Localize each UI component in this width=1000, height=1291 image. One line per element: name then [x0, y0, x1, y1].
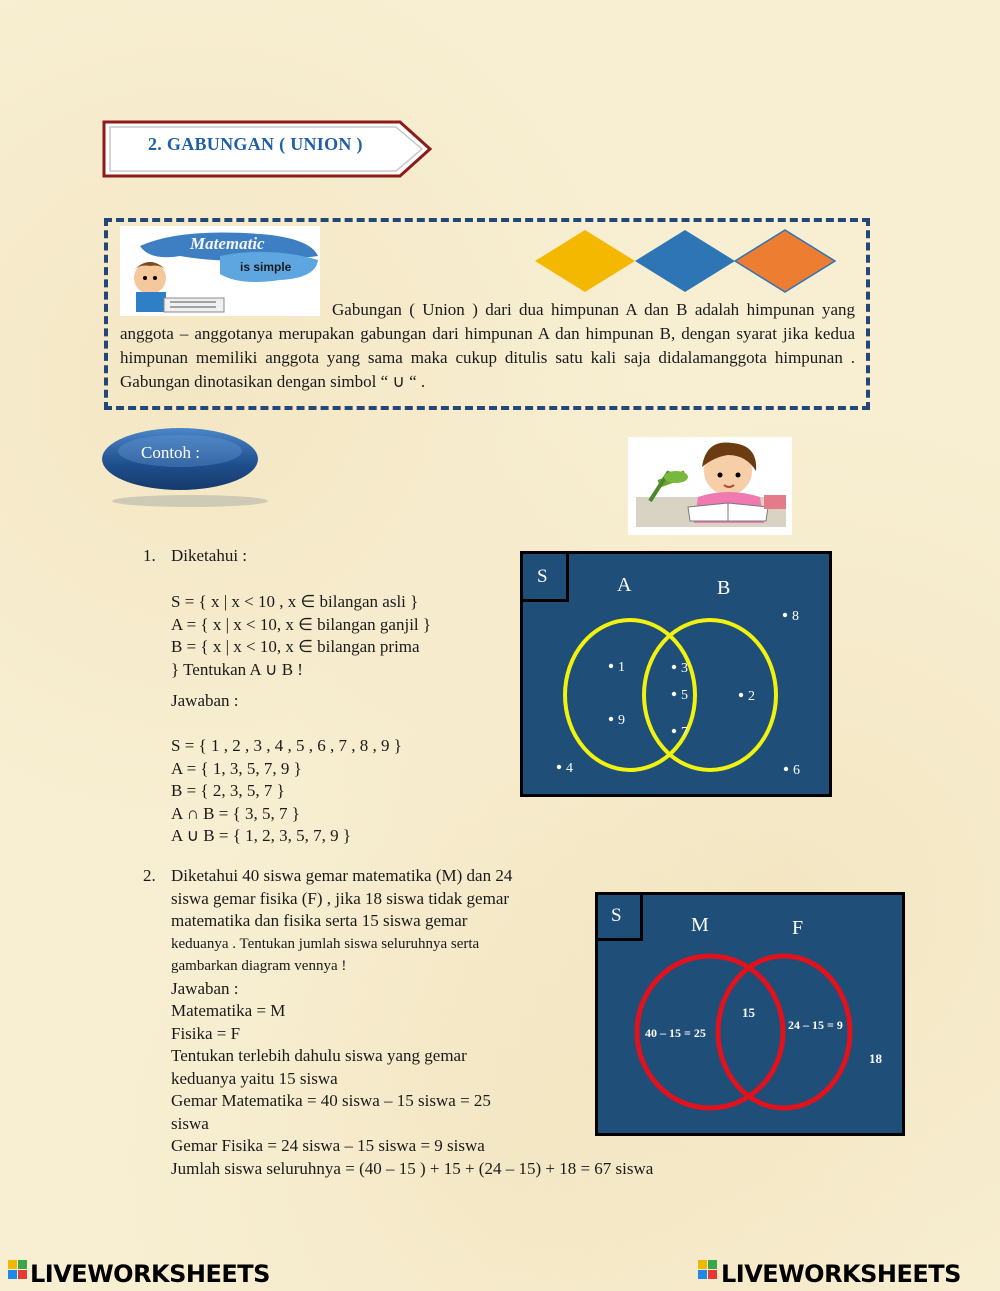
example-2-number: 2. — [143, 866, 156, 885]
example-2-line: keduanya yaitu 15 siswa — [171, 1068, 338, 1088]
liveworksheets-logo-right — [696, 1256, 994, 1288]
example-1-title: Diketahui : — [171, 546, 248, 565]
venn1-element: 3 — [681, 661, 688, 676]
diamond-blue — [635, 230, 735, 292]
given-line: S = { x | x < 10 , x ∈ bilangan asli } — [171, 592, 419, 611]
example-2-line: Gemar Fisika = 24 siswa – 15 siswa = 9 siswa — [171, 1136, 485, 1155]
answer-line: A ∪ B = { 1, 2, 3, 5, 7, 9 } — [171, 826, 352, 845]
venn-diagram-1 — [520, 551, 832, 797]
answer-line: S = { 1 , 2 , 3 , 4 , 5 , 6 , 7 , 8 , 9 } — [171, 736, 402, 755]
venn1-element: 8 — [792, 609, 799, 624]
liveworksheets-brand-text: LIVEWORKSHEETS — [30, 1260, 270, 1288]
example-2-line: Jawaban : — [171, 978, 239, 998]
decorative-diamonds — [535, 228, 840, 294]
venn2-m-only-value: 40 – 15 = 25 — [645, 1026, 706, 1040]
given-line: } Tentukan A ∪ B ! — [171, 659, 303, 679]
venn1-element: 6 — [793, 763, 800, 778]
example-2-line: Fisika = F — [171, 1023, 241, 1043]
example-2-line: Diketahui 40 siswa gemar matematika (M) dan 24 — [171, 866, 513, 885]
section-title: 2. GABUNGAN ( UNION ) — [148, 134, 363, 154]
example-2-line: Matematika = M — [171, 1001, 286, 1020]
example-2-line: matematika dan fisika serta 15 siswa gemar — [171, 911, 468, 930]
venn1-element: 9 — [618, 713, 625, 728]
logo-line-2: is simple — [240, 260, 292, 274]
venn1-element: 2 — [748, 689, 755, 704]
diamond-orange — [735, 230, 835, 292]
venn1-set-b-label: B — [717, 577, 731, 599]
example-2-line: Tentukan terlebih dahulu siswa yang gemar — [171, 1046, 467, 1065]
example-1-answer — [171, 735, 402, 848]
answer-line: B = { 2, 3, 5, 7 } — [171, 781, 285, 800]
example-2-line: siswa — [171, 1113, 209, 1133]
answer-line: A ∩ B = { 3, 5, 7 } — [171, 803, 300, 823]
venn1-universe-label: S — [537, 566, 548, 587]
liveworksheets-logo-left — [8, 1256, 278, 1288]
contoh-badge — [102, 426, 270, 512]
venn2-outside-value: 18 — [869, 1051, 882, 1066]
venn1-element: 1 — [618, 660, 625, 675]
venn-diagram-2 — [595, 892, 905, 1136]
venn1-element: 7 — [681, 725, 688, 740]
contoh-label: Contoh : — [141, 443, 201, 462]
venn1-element: 5 — [681, 688, 688, 703]
liveworksheets-brand-text: LIVEWORKSHEETS — [721, 1260, 961, 1288]
diamond-yellow — [535, 230, 635, 292]
student-studying-image — [628, 437, 792, 535]
example-2-line: siswa gemar fisika (F) , jika 18 siswa tidak gemar — [171, 888, 510, 908]
example-1-number: 1. — [143, 546, 156, 565]
example-1-jawaban-label: Jawaban : — [171, 691, 239, 710]
venn2-universe-label: S — [611, 905, 622, 926]
venn1-element: 4 — [566, 761, 573, 776]
venn2-both-value: 15 — [742, 1005, 755, 1020]
example-1-given — [171, 591, 431, 681]
example-2-line: Jumlah siswa seluruhnya = (40 – 15 ) + 15 + (24 – 15) + 18 = 67 siswa — [171, 1158, 654, 1178]
definition-text: Gabungan ( Union ) dari dua himpunan A dan B adalah himpunan yang anggota – anggotanya merupakan gabungan dari himpunan A dan himpunan B, dengan syarat jika kedua himpunan memiliki anggota yang sama maka cukup ditulis satu kali saja didalamanggota himpunan . Gabungan dinotasikan dengan simbol “ ∪ “ . — [120, 300, 855, 391]
answer-line: A = { 1, 3, 5, 7, 9 } — [171, 758, 302, 778]
venn2-set-f-label: F — [792, 917, 804, 939]
example-2-line: gambarkan diagram vennya ! — [171, 958, 347, 974]
example-2-line: keduanya . Tentukan jumlah siswa seluruhnya serta — [171, 935, 480, 952]
venn2-f-only-value: 24 – 15 = 9 — [788, 1018, 843, 1032]
given-line: B = { x | x < 10, x ∈ bilangan prima — [171, 637, 420, 656]
venn1-set-a-label: A — [617, 574, 632, 596]
venn2-set-m-label: M — [691, 914, 709, 936]
logo-line-1: Matematic — [190, 234, 265, 253]
given-line: A = { x | x < 10, x ∈ bilangan ganjil } — [171, 614, 432, 634]
example-2-line: Gemar Matematika = 40 siswa – 15 siswa = 25 — [171, 1091, 491, 1110]
example-2-text — [171, 865, 653, 1180]
